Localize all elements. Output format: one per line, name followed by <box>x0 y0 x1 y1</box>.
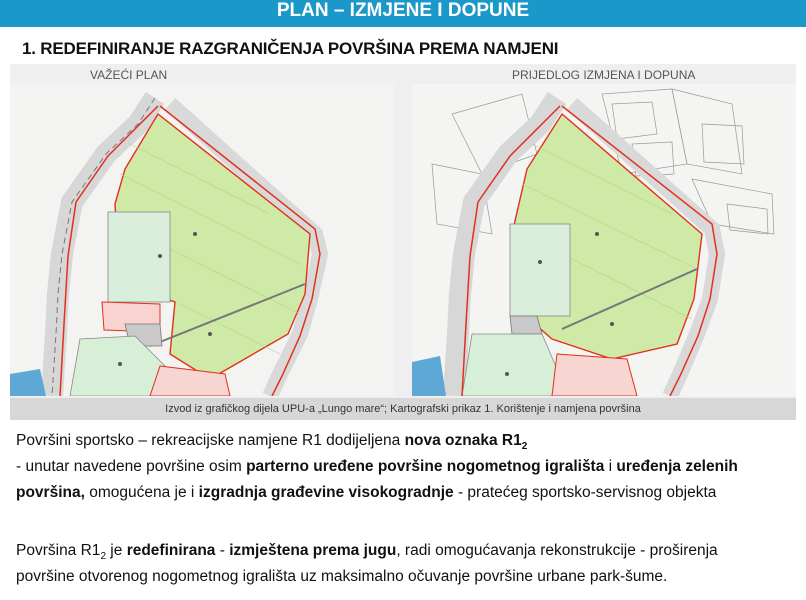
paragraph1-line3 <box>16 484 716 502</box>
text-bold: izgradnja građevine visokogradnje <box>198 484 454 501</box>
text-bold: nova oznaka R1 <box>404 432 522 449</box>
text-subscript: 2 <box>100 551 106 563</box>
right-map-label: PRIJEDLOG IZMJENA I DOPUNA <box>512 68 696 82</box>
text-span: i <box>604 458 617 475</box>
text-span: Površina R1 <box>16 542 101 559</box>
text-bold: parterno uređene površine nogometnog igrališta <box>246 458 605 475</box>
proposed-plan-drawing <box>412 84 796 396</box>
text-span: je <box>106 542 127 559</box>
current-plan-map <box>10 84 394 396</box>
current-plan-drawing <box>10 84 394 396</box>
slide-header-title: PLAN – IZMJENE I DOPUNE <box>276 0 530 21</box>
paragraph1-line2 <box>16 458 738 476</box>
paragraph2-line1 <box>16 542 718 562</box>
sport-field-area <box>510 224 570 316</box>
map-caption: Izvod iz grafičkog dijela UPU-a „Lungo mare“; Kartografski prikaz 1. Korištenje i namjena površina <box>10 398 796 420</box>
text-span: - <box>215 542 230 559</box>
slide-header <box>0 0 806 27</box>
proposed-plan-map <box>412 84 796 396</box>
text-span: Površini sportsko – rekreacijske namjene R1 dodijeljena <box>16 432 405 449</box>
left-map-label: VAŽEĆI PLAN <box>90 68 168 82</box>
text-bold: uređenja zelenih <box>616 458 738 475</box>
text-span: , radi omogućavanja rekonstrukcije - proširenja <box>396 542 718 559</box>
text-bold: redefinirana <box>126 542 216 559</box>
text-subscript: 2 <box>521 441 528 453</box>
section-title: 1. REDEFINIRANJE RAZGRANIČENJA POVRŠINA PREMA NAMJENI <box>22 39 559 58</box>
text-span: - pratećeg sportsko-servisnog objekta <box>453 484 717 501</box>
text-bold: površina, <box>16 484 85 501</box>
text-span: omogućena je i <box>84 484 199 501</box>
paragraph1-line1 <box>16 432 527 452</box>
paragraph2-line2: površine otvorenog nogometnog igrališta uz maksimalno očuvanje površine urbane park-šume. <box>16 568 668 585</box>
text-bold: izmještena prema jugu <box>229 542 397 559</box>
text-span: - unutar navedene površine osim <box>16 458 247 475</box>
